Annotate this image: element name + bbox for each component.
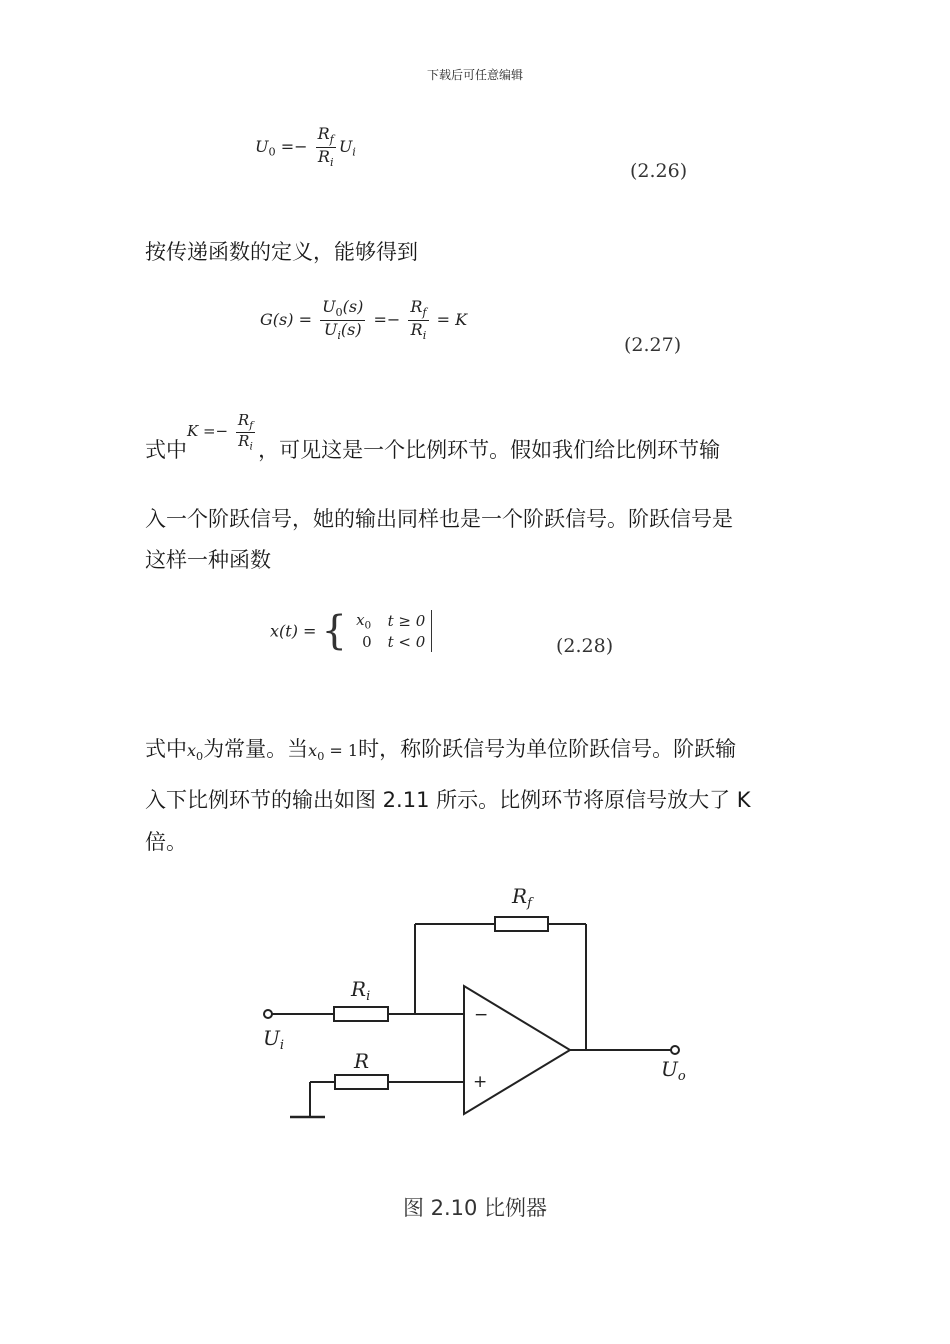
paragraph-unit-step-line-2: 入下比例环节的输出如图 2.11 所示。比例环节将原信号放大了 K <box>145 788 751 812</box>
input-terminal <box>264 1010 272 1018</box>
proportional-amplifier-diagram <box>0 870 950 1170</box>
label-ri: $R_i$ <box>351 977 371 1004</box>
paragraph-transfer-function: 按传递函数的定义，能够得到 <box>145 240 418 264</box>
equation-2-28: x(t) = { $x_0$ t ≥ 0 0 t < 0 <box>270 608 432 654</box>
label-rf: $R_f$ <box>512 884 532 911</box>
paragraph-unit-step: 式中$x_0$为常量。当$x_0 = 1$时，称阶跃信号为单位阶跃信号。阶跃输 <box>145 737 737 763</box>
plus-input-sign: + <box>473 1072 488 1092</box>
paragraph-unit-step-line-3: 倍。 <box>145 830 187 854</box>
paragraph-proportional-element: 式中K =− $\frac{R_f}{R_i}$ ，可见这是一个比例环节。假如我们给比例环节输 <box>145 411 721 462</box>
paragraph-line-3: 这样一种函数 <box>145 548 271 572</box>
equation-number-2-27: (2.27) <box>624 334 682 356</box>
paragraph-line-2: 入一个阶跃信号，她的输出同样也是一个阶跃信号。阶跃信号是 <box>145 507 733 531</box>
minus-input-sign: − <box>474 1005 489 1025</box>
label-r: R <box>354 1049 370 1073</box>
equation-2-27: G(s) = $\frac{U_0(s)}{U_i(s)}$ =− $\frac{R_f}{R_i}$ = K <box>260 297 468 342</box>
equation-number-2-28: (2.28) <box>556 635 614 657</box>
label-uo: $U_o$ <box>661 1057 686 1084</box>
output-terminal <box>671 1046 679 1054</box>
resistor-rf <box>495 917 548 931</box>
equation-number-2-26: (2.26) <box>630 160 688 182</box>
resistor-ri <box>334 1007 388 1021</box>
label-ui: $U_i$ <box>263 1026 285 1053</box>
resistor-r <box>335 1075 388 1089</box>
equation-2-26: $U_0$ =− $\frac{R_f}{R_i}$ $U_i$ <box>255 124 356 169</box>
figure-caption: 图 2.10 比例器 <box>402 1196 548 1220</box>
page-header: 下载后可任意编辑 <box>426 68 523 82</box>
